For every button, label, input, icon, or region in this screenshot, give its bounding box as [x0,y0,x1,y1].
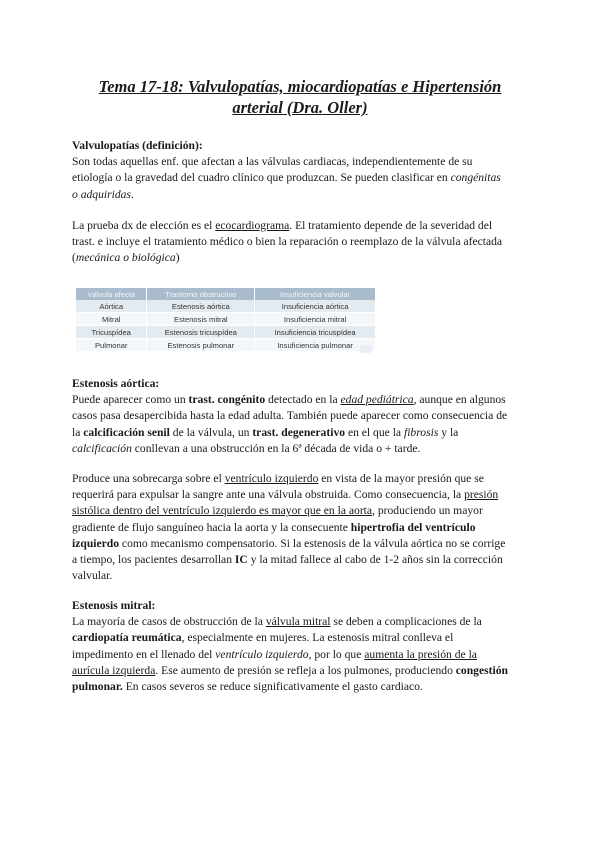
valvulopathy-table [76,288,376,352]
title-line-1: Tema 17-18: Valvulopatías, miocardiopatías e Hipertensión [98,77,502,96]
italic-term: mecánica o biológica [75,251,176,265]
table-cell: Estenosis mitral [147,313,255,326]
underlined-term: ecocardiograma [215,219,290,232]
text-line [72,170,532,186]
text-line [72,408,532,424]
underlined-term: presión [464,488,499,502]
table-cell: Insuficiencia aórtica [255,300,376,313]
section-valvulopatias-definicion [72,138,532,203]
section-estenosis-aortica [72,376,532,457]
text-run: ( [72,251,76,265]
italic-underlined-term: edad pediátrica [340,393,414,407]
text-line [72,568,532,584]
text-line [72,487,532,503]
text-run: detectado en la [265,393,341,407]
table-cell: Estenosis aórtica [147,300,255,313]
section-estenosis-mitral [72,598,532,695]
text-run: casos pasa desapercibida hasta la edad adulta. También puede aparecer como consecuencia de [72,409,508,423]
text-run: , aunque en algunos [413,393,506,407]
text-run: requerirá para expulsar la sangre ante una válvula obstruida. Como consecuencia, la [72,488,465,502]
table-cell: Estenosis pulmonar [147,339,255,352]
table-header-row [76,288,376,300]
text-line [72,392,532,408]
text-line [72,503,532,519]
text-run: como mecanismo compensatorio. Si la estenosis de la válvula aórtica no se corrige [119,536,506,550]
table-row [76,300,376,313]
italic-term: calcificación [72,441,132,455]
bold-term: cardiopatía reumática [72,631,182,645]
text-run: y la mitad fallece al cabo de 1-2 años sin la corrección [247,553,503,567]
table-cell: Mitral [76,313,147,326]
text-line [72,536,532,552]
bold-term: izquierdo [72,536,120,550]
bold-term: pulmonar. [72,680,123,694]
text-line [72,425,532,441]
table-header-cell: Válvula afecta [76,288,147,300]
text-run: impedimento en el llenado del [72,647,216,661]
table-cell: Insuficiencia pulmonar [255,339,376,352]
underlined-term: aumenta la presión de la [364,647,477,661]
table-row [76,326,376,339]
table-cell: Tricuspídea [76,326,147,339]
text-line [72,154,532,170]
text-run: . El tratamiento depende de la severidad del [289,219,493,232]
text-line [72,234,532,250]
italic-term: fibrosis [403,425,439,439]
text-run: etiología o la gravedad del cuadro clínico que produzcan. Se pueden clasificar en [72,171,451,185]
text-run: ) [175,251,180,265]
text-line [72,630,532,646]
table-header-cell: Insuficiencia valvular [255,288,376,300]
text-run: gradiente de flujo sanguíneo hacia la aorta y la consecuente [72,520,351,534]
text-run: en vista de la mayor presión que se [318,472,484,485]
table-header-cell: Trastorno obstructivo [147,288,255,300]
text-run: y la [438,425,459,439]
table-cell: Aórtica [76,300,147,313]
table-cell: Insuficiencia tricuspídea [255,326,376,339]
text-run: Puede aparecer como un [72,393,189,407]
page-title [60,76,540,118]
title-line-2: arterial (Dra. Oller) [232,98,368,117]
bold-term: trast. congénito [188,393,266,407]
text-run: En casos severos se reduce significativamente el gasto cardiaco. [122,680,423,694]
italic-term: ventrículo izquierdo [215,647,309,661]
text-run: a tiempo, los pacientes desarrollan [72,553,235,567]
underlined-term: ventrículo izquierdo [224,472,319,485]
bold-term: calcificación senil [83,425,170,439]
text-line [72,441,532,457]
italic-term: o adquiridas [72,187,131,201]
section-heading: Estenosis aórtica: [72,377,160,390]
text-run: Produce una sobrecarga sobre el [72,472,225,485]
text-run: . Ese aumento de presión se refleja a los pulmones, produciendo [155,663,456,677]
text-line [72,552,532,568]
text-line [72,663,532,679]
text-line [72,520,532,536]
text-run: se deben a complicaciones de la [330,615,482,629]
table-cell: Insuficiencia mitral [255,313,376,326]
underlined-term: válvula mitral [265,615,331,629]
bold-term: congestión [455,663,508,677]
text-line [72,250,532,266]
text-run: conllevan a una obstrucción en la 6ª década de vida o + tarde. [131,441,421,455]
underlined-term: aurícula izquierda [72,663,156,677]
bold-term: IC [234,553,248,567]
text-run: valvular. [72,569,113,583]
underlined-term: sistólica dentro del ventrículo izquierdo es mayor que en la aorta [72,504,373,518]
image-artifact [360,345,372,353]
text-line [72,471,532,487]
table-row [76,339,376,352]
text-line [72,614,532,630]
text-run: , produciendo un mayor [372,504,483,518]
text-run: , especialmente en mujeres. La estenosis mitral conlleva el [181,631,454,645]
text-run: la [72,425,84,439]
table-cell: Estenosis tricuspídea [147,326,255,339]
table-cell: Pulmonar [76,339,147,352]
text-run: , por lo que [308,647,365,661]
text-run: La prueba dx de elección es el [72,219,216,232]
italic-term: congénitas [450,171,501,185]
text-line [72,679,532,695]
bold-term: hipertrofia del ventrículo [350,520,476,534]
table-row [76,313,376,326]
text-run: en el que la [345,425,404,439]
section-heading: Valvulopatías (definición): [72,139,203,152]
text-run: . [130,187,134,201]
section-heading: Estenosis mitral: [72,599,156,612]
text-line [72,187,532,203]
section-sobrecarga [72,471,532,584]
text-run: Son todas aquellas enf. que afectan a las válvulas cardiacas, independientemente de su [72,155,473,169]
section-diagnostico [72,218,532,267]
text-run: La mayoría de casos de obstrucción de la [72,615,266,629]
bold-term: trast. degenerativo [252,425,346,439]
text-run: de la válvula, un [169,425,253,439]
text-line [72,647,532,663]
text-run: trast. e incluye el tratamiento médico o bien la reparación o reemplazo de la válvula afectada [72,235,503,249]
text-line [72,218,532,234]
